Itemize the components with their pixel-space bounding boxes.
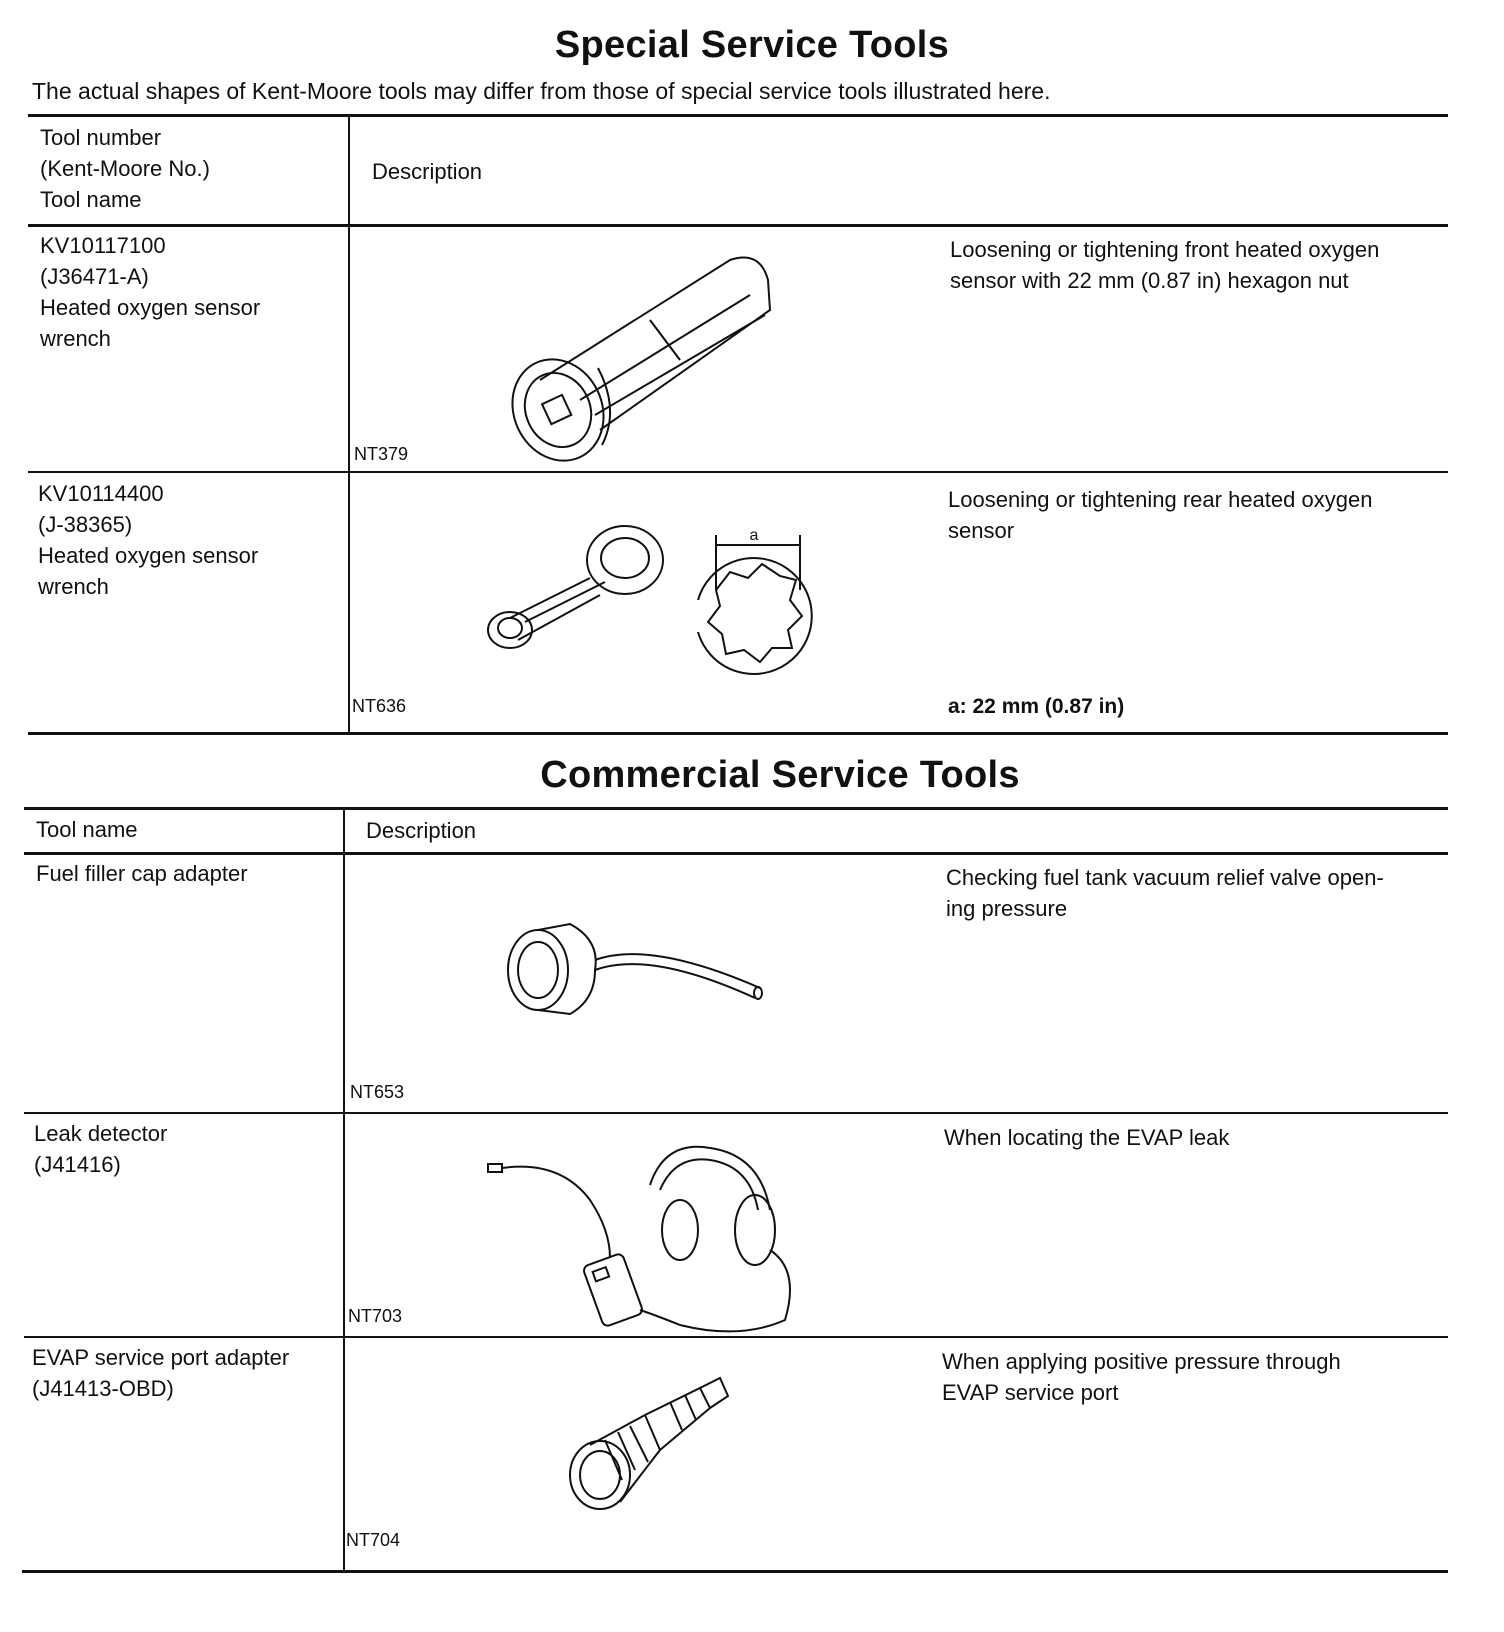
description-cell: Loosening or tightening rear heated oxygen sensor <box>948 487 1373 543</box>
figure-code: NT703 <box>348 1306 403 1326</box>
commercial-header-description: Description <box>366 818 477 843</box>
leak-detector-icon <box>480 1140 810 1340</box>
special-header-tool: Tool number (Kent-Moore No.) Tool name <box>40 125 210 212</box>
description-cell: When applying positive pressure through EVAP service port <box>942 1349 1341 1405</box>
cap-adapter-icon <box>500 910 780 1030</box>
port-adapter-icon <box>560 1370 740 1520</box>
special-tools-title: Special Service Tools <box>554 24 950 66</box>
commercial-header-tool: Tool name <box>36 817 138 842</box>
tool-cell: KV10117100 (J36471-A) Heated oxygen sensor wrench <box>40 233 261 351</box>
figure-code: NT379 <box>354 444 409 464</box>
commercial-top-rule <box>24 807 1448 810</box>
special-header-description: Description <box>372 159 483 184</box>
row-rule <box>24 1112 1448 1114</box>
socket-wrench-icon <box>500 250 820 470</box>
tool-cell: KV10114400 (J-38365) Heated oxygen sensor wrench <box>38 481 259 599</box>
dimension-note: a: 22 mm (0.87 in) <box>948 695 1125 718</box>
commercial-tools-title: Commercial Service Tools <box>540 754 1020 796</box>
tool-cell: Fuel filler cap adapter <box>36 861 248 886</box>
description-cell: When locating the EVAP leak <box>944 1125 1230 1150</box>
table-top-rule <box>28 114 1448 117</box>
row-rule <box>24 1336 1448 1338</box>
figure-code: NT636 <box>352 696 407 716</box>
commercial-header-rule <box>24 852 1448 855</box>
row-rule <box>28 471 1448 473</box>
description-cell: Checking fuel tank vacuum relief valve open- ing pressure <box>946 865 1384 921</box>
table-bottom-rule <box>22 1570 1448 1573</box>
intro-text: The actual shapes of Kent-Moore tools may differ from those of special service tools illustrated here. <box>32 78 1051 104</box>
header-rule <box>28 224 1448 227</box>
dimension-label: a <box>749 527 759 544</box>
figure-code: NT653 <box>350 1082 405 1102</box>
commercial-column-divider <box>343 809 345 1571</box>
figure-code: NT704 <box>346 1530 401 1550</box>
special-column-divider <box>348 116 350 733</box>
description-cell: Loosening or tightening front heated oxygen sensor with 22 mm (0.87 in) hexagon nut <box>950 237 1380 293</box>
special-bottom-rule <box>28 732 1448 735</box>
tool-cell: EVAP service port adapter (J41413-OBD) <box>32 1345 290 1401</box>
tool-cell: Leak detector (J41416) <box>34 1121 168 1177</box>
ring-wrench-icon <box>480 520 820 700</box>
